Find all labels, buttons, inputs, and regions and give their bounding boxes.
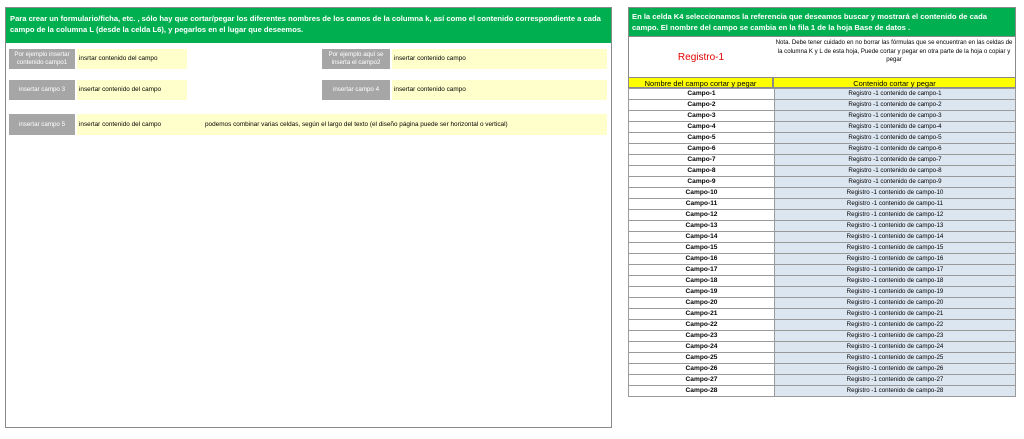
field-value-cell[interactable]: Registro -1 contenido de campo-4 — [775, 122, 1016, 133]
field-name-cell[interactable]: Campo-20 — [629, 298, 775, 309]
field-value-cell[interactable]: Registro -1 contenido de campo-16 — [775, 254, 1016, 265]
field-name-cell[interactable]: Campo-5 — [629, 133, 775, 144]
field-name-cell[interactable]: Campo-10 — [629, 188, 775, 199]
table-row — [629, 331, 1016, 342]
lookup-panel — [628, 7, 1016, 439]
field-label-1[interactable]: Por ejemplo insertar contenido campo1 — [9, 49, 75, 69]
field-value-cell[interactable]: Registro -1 contenido de campo-26 — [775, 364, 1016, 375]
table-row — [629, 210, 1016, 221]
field-name-cell[interactable]: Campo-21 — [629, 309, 775, 320]
field-name-cell[interactable]: Campo-22 — [629, 320, 775, 331]
field-name-cell[interactable]: Campo-27 — [629, 375, 775, 386]
table-row — [629, 188, 1016, 199]
field-name-cell[interactable]: Campo-1 — [629, 89, 775, 100]
field-name-cell[interactable]: Campo-13 — [629, 221, 775, 232]
field-name-cell[interactable]: Campo-14 — [629, 232, 775, 243]
field-name-cell[interactable]: Campo-4 — [629, 122, 775, 133]
field-name-cell[interactable]: Campo-7 — [629, 155, 775, 166]
field-value-cell[interactable]: Registro -1 contenido de campo-8 — [775, 166, 1016, 177]
field-name-column-header[interactable]: Nombre del campo cortar y pegar — [628, 77, 773, 88]
table-row — [629, 287, 1016, 298]
merge-cells-note[interactable]: podemos combinar varias celdas, según el largo del texto (el diseño página puede ser horizontal o vertical) — [187, 114, 607, 135]
table-row — [629, 166, 1016, 177]
field-value-cell[interactable]: Registro -1 contenido de campo-1 — [775, 89, 1016, 100]
right-instructions-header: En la celda K4 seleccionamos la referencia que deseamos buscar y mostrará el contenido de cada campo. El nombre del campo se cambia en la fila 1 de la hoja Base de datos . — [628, 7, 1016, 37]
table-row — [629, 375, 1016, 386]
field-value-cell[interactable]: Registro -1 contenido de campo-12 — [775, 210, 1016, 221]
column-headers — [628, 77, 1016, 88]
field-name-cell[interactable]: Campo-9 — [629, 177, 775, 188]
field-value-cell[interactable]: Registro -1 contenido de campo-20 — [775, 298, 1016, 309]
table-row — [629, 89, 1016, 100]
field-value-cell[interactable]: Registro -1 contenido de campo-22 — [775, 320, 1016, 331]
field-content-3[interactable]: insertar contenido del campo — [77, 80, 187, 100]
form-sheet-panel — [5, 7, 612, 428]
table-row — [629, 298, 1016, 309]
table-row — [629, 243, 1016, 254]
field-label-4[interactable]: insertar campo 4 — [322, 80, 390, 100]
registro-row — [628, 37, 1016, 77]
field-value-cell[interactable]: Registro -1 contenido de campo-27 — [775, 375, 1016, 386]
table-row — [629, 276, 1016, 287]
field-value-cell[interactable]: Registro -1 contenido de campo-3 — [775, 111, 1016, 122]
field-value-cell[interactable]: Registro -1 contenido de campo-10 — [775, 188, 1016, 199]
field-value-cell[interactable]: Registro -1 contenido de campo-2 — [775, 100, 1016, 111]
registro-selector-cell[interactable]: Registro-1 — [628, 37, 773, 77]
field-content-2[interactable]: insertar contenido campo — [392, 49, 607, 69]
field-value-cell[interactable]: Registro -1 contenido de campo-28 — [775, 386, 1016, 397]
table-row — [629, 177, 1016, 188]
field-value-cell[interactable]: Registro -1 contenido de campo-17 — [775, 265, 1016, 276]
field-value-cell[interactable]: Registro -1 contenido de campo-9 — [775, 177, 1016, 188]
field-value-cell[interactable]: Registro -1 contenido de campo-13 — [775, 221, 1016, 232]
field-name-cell[interactable]: Campo-16 — [629, 254, 775, 265]
table-row — [629, 342, 1016, 353]
field-value-cell[interactable]: Registro -1 contenido de campo-25 — [775, 353, 1016, 364]
table-row — [629, 265, 1016, 276]
field-value-cell[interactable]: Registro -1 contenido de campo-21 — [775, 309, 1016, 320]
field-name-cell[interactable]: Campo-6 — [629, 144, 775, 155]
table-row — [629, 144, 1016, 155]
table-row — [629, 364, 1016, 375]
field-name-cell[interactable]: Campo-11 — [629, 199, 775, 210]
field-value-cell[interactable]: Registro -1 contenido de campo-14 — [775, 232, 1016, 243]
field-content-column-header[interactable]: Contenido cortar y pegar — [773, 77, 1016, 88]
field-name-cell[interactable]: Campo-17 — [629, 265, 775, 276]
field-content-1[interactable]: insrtar contenido del campo — [77, 49, 187, 69]
field-value-cell[interactable]: Registro -1 contenido de campo-6 — [775, 144, 1016, 155]
field-value-cell[interactable]: Registro -1 contenido de campo-24 — [775, 342, 1016, 353]
field-value-cell[interactable]: Registro -1 contenido de campo-5 — [775, 133, 1016, 144]
field-value-cell[interactable]: Registro -1 contenido de campo-7 — [775, 155, 1016, 166]
field-label-5[interactable]: insertar campo 5 — [9, 114, 75, 135]
left-instructions-header: Para crear un formulario/ficha, etc. , sólo hay que cortar/pegar los diferentes nombres de los camos de la columna k, así como el contenido correspondiente a cada campo de la columna L (desde la celda L6), y pegarlos en el lugar que deseemos. — [6, 8, 611, 43]
field-label-2[interactable]: Por ejemplo aquí se inserta el campo2 — [322, 49, 390, 69]
field-name-cell[interactable]: Campo-3 — [629, 111, 775, 122]
field-value-cell[interactable]: Registro -1 contenido de campo-15 — [775, 243, 1016, 254]
table-row — [629, 133, 1016, 144]
table-row — [629, 232, 1016, 243]
field-name-cell[interactable]: Campo-25 — [629, 353, 775, 364]
field-content-5[interactable]: insertar contenido del campo — [77, 114, 187, 135]
field-name-cell[interactable]: Campo-12 — [629, 210, 775, 221]
field-value-cell[interactable]: Registro -1 contenido de campo-23 — [775, 331, 1016, 342]
field-name-cell[interactable]: Campo-23 — [629, 331, 775, 342]
field-name-cell[interactable]: Campo-18 — [629, 276, 775, 287]
formula-warning-note: Nota. Debe tener cuidado en no borrar las fórmulas que se encuentran en las celdas de la columna K y L de esta hoja, Puede cortar y pegar en otra parte de la hoja o copiar y pegar — [773, 37, 1016, 77]
field-name-cell[interactable]: Campo-28 — [629, 386, 775, 397]
field-name-cell[interactable]: Campo-15 — [629, 243, 775, 254]
table-row — [629, 100, 1016, 111]
table-row — [629, 111, 1016, 122]
field-content-4[interactable]: insertar contenido campo — [392, 80, 607, 100]
fields-table — [628, 88, 1016, 397]
field-value-cell[interactable]: Registro -1 contenido de campo-18 — [775, 276, 1016, 287]
table-row — [629, 353, 1016, 364]
table-row — [629, 155, 1016, 166]
field-value-cell[interactable]: Registro -1 contenido de campo-11 — [775, 199, 1016, 210]
table-row — [629, 122, 1016, 133]
field-name-cell[interactable]: Campo-24 — [629, 342, 775, 353]
field-value-cell[interactable]: Registro -1 contenido de campo-19 — [775, 287, 1016, 298]
field-name-cell[interactable]: Campo-26 — [629, 364, 775, 375]
table-row — [629, 254, 1016, 265]
table-row — [629, 320, 1016, 331]
table-row — [629, 199, 1016, 210]
table-row — [629, 221, 1016, 232]
field-name-cell[interactable]: Campo-8 — [629, 166, 775, 177]
field-name-cell[interactable]: Campo-19 — [629, 287, 775, 298]
table-row — [629, 386, 1016, 397]
field-name-cell[interactable]: Campo-2 — [629, 100, 775, 111]
table-row — [629, 309, 1016, 320]
field-label-3[interactable]: insertar campo 3 — [9, 80, 75, 100]
